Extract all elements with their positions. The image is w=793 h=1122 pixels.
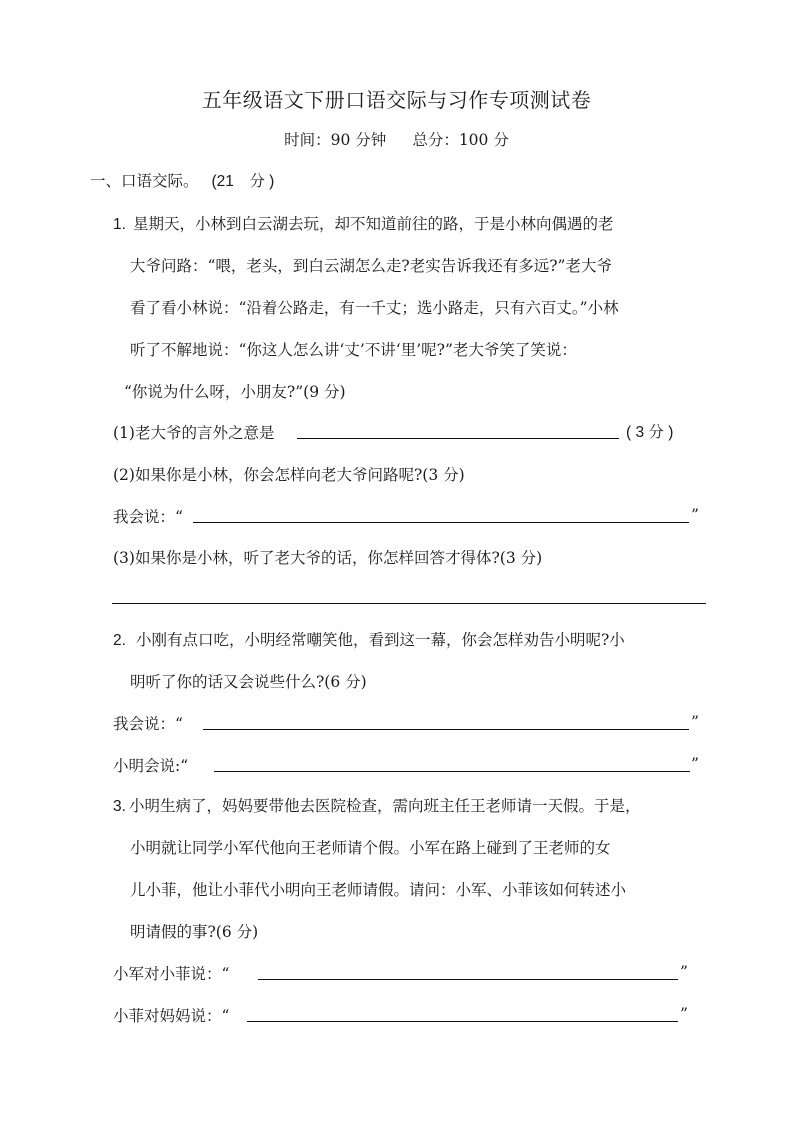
exam-meta [0,128,793,150]
q1-sub3-answer-line[interactable] [112,603,706,604]
q1-line-5: “你说为什么呀，小朋友?”(9 分) [124,383,346,401]
q3-answer1-label: 小军对小菲说：“ [113,965,230,983]
q2-answer1-label: 我会说：“ [113,715,183,733]
q1-line-4: 听了不解地说：“你这人怎么讲‘丈’不讲‘里’呢?”老大爷笑了笑说： [130,341,577,359]
q1-sub2-answer-line[interactable] [193,522,689,523]
page-title: 五年级语文下册口语交际与习作专项测试卷 [201,88,592,112]
q1-sub3-prompt: (3)如果你是小林，听了老大爷的话，你怎样回答才得体?(3 分) [113,549,543,567]
q3-line-4: 明请假的事?(6 分) [130,923,259,941]
q2-answer2-line[interactable] [214,771,690,772]
q2-line-2: 明听了你的话又会说些什么?(6 分) [130,673,367,691]
q3-line-2: 小明就让同学小军代他向王老师请个假。小军在路上碰到了王老师的女 [130,839,611,857]
q3-number: 3. [113,798,126,815]
q2-answer2-close-quote: ” [691,755,699,773]
section-heading [90,170,274,193]
total-score: 总分：100 分 [412,131,509,149]
q1-sub2-close-quote: ” [691,506,699,524]
q1-line-2: 大爷问路：“喂，老头，到白云湖怎么走?老实告诉我还有多远?”老大爷 [130,257,612,275]
q1-sub2-prompt: (2)如果你是小林，你会怎样向老大爷问路呢?(3 分) [113,466,465,484]
section-points: (21 分 ) [211,173,275,190]
q2-number: 2. [113,632,126,649]
q2-answer1-line[interactable] [203,729,689,730]
q1-sub1-points: ( 3 分 ) [626,424,674,441]
section-title: 一、口语交际。 [90,172,199,190]
q3-answer1-line[interactable] [258,979,678,980]
q3-answer1-close-quote: ” [680,963,688,981]
q1-sub1-prompt: (1)老大爷的言外之意是 [113,424,275,442]
q3-line-1: 小明生病了，妈妈要带他去医院检查，需向班主任王老师请一天假。于是， [129,797,641,815]
q3-answer2-close-quote: ” [680,1005,688,1023]
q3-answer2-line[interactable] [247,1021,678,1022]
q3-answer2-label: 小菲对妈妈说：“ [113,1007,230,1025]
q2-answer2-label: 小明会说:“ [113,757,189,775]
q2-line-1: 小刚有点口吃，小明经常嘲笑他，看到这一幕，你会怎样劝告小明呢?小 [136,631,625,649]
q1-number: 1. [113,216,126,233]
q1-sub1-answer-line[interactable] [297,438,619,439]
q2-answer1-close-quote: ” [691,713,699,731]
q3-line-3: 儿小菲，他让小菲代小明向王老师请假。请问：小军、小菲该如何转述小 [130,881,627,899]
q1-line-3: 看了看小林说：“沿着公路走，有一千丈；选小路走，只有六百丈。”小林 [130,299,619,317]
time-limit: 时间：90 分钟 [284,131,387,149]
q1-sub2-answer-label: 我会说：“ [113,508,183,526]
q1-line-1: 星期天，小林到白云湖去玩，却不知道前往的路，于是小林向偶遇的老 [133,215,614,233]
